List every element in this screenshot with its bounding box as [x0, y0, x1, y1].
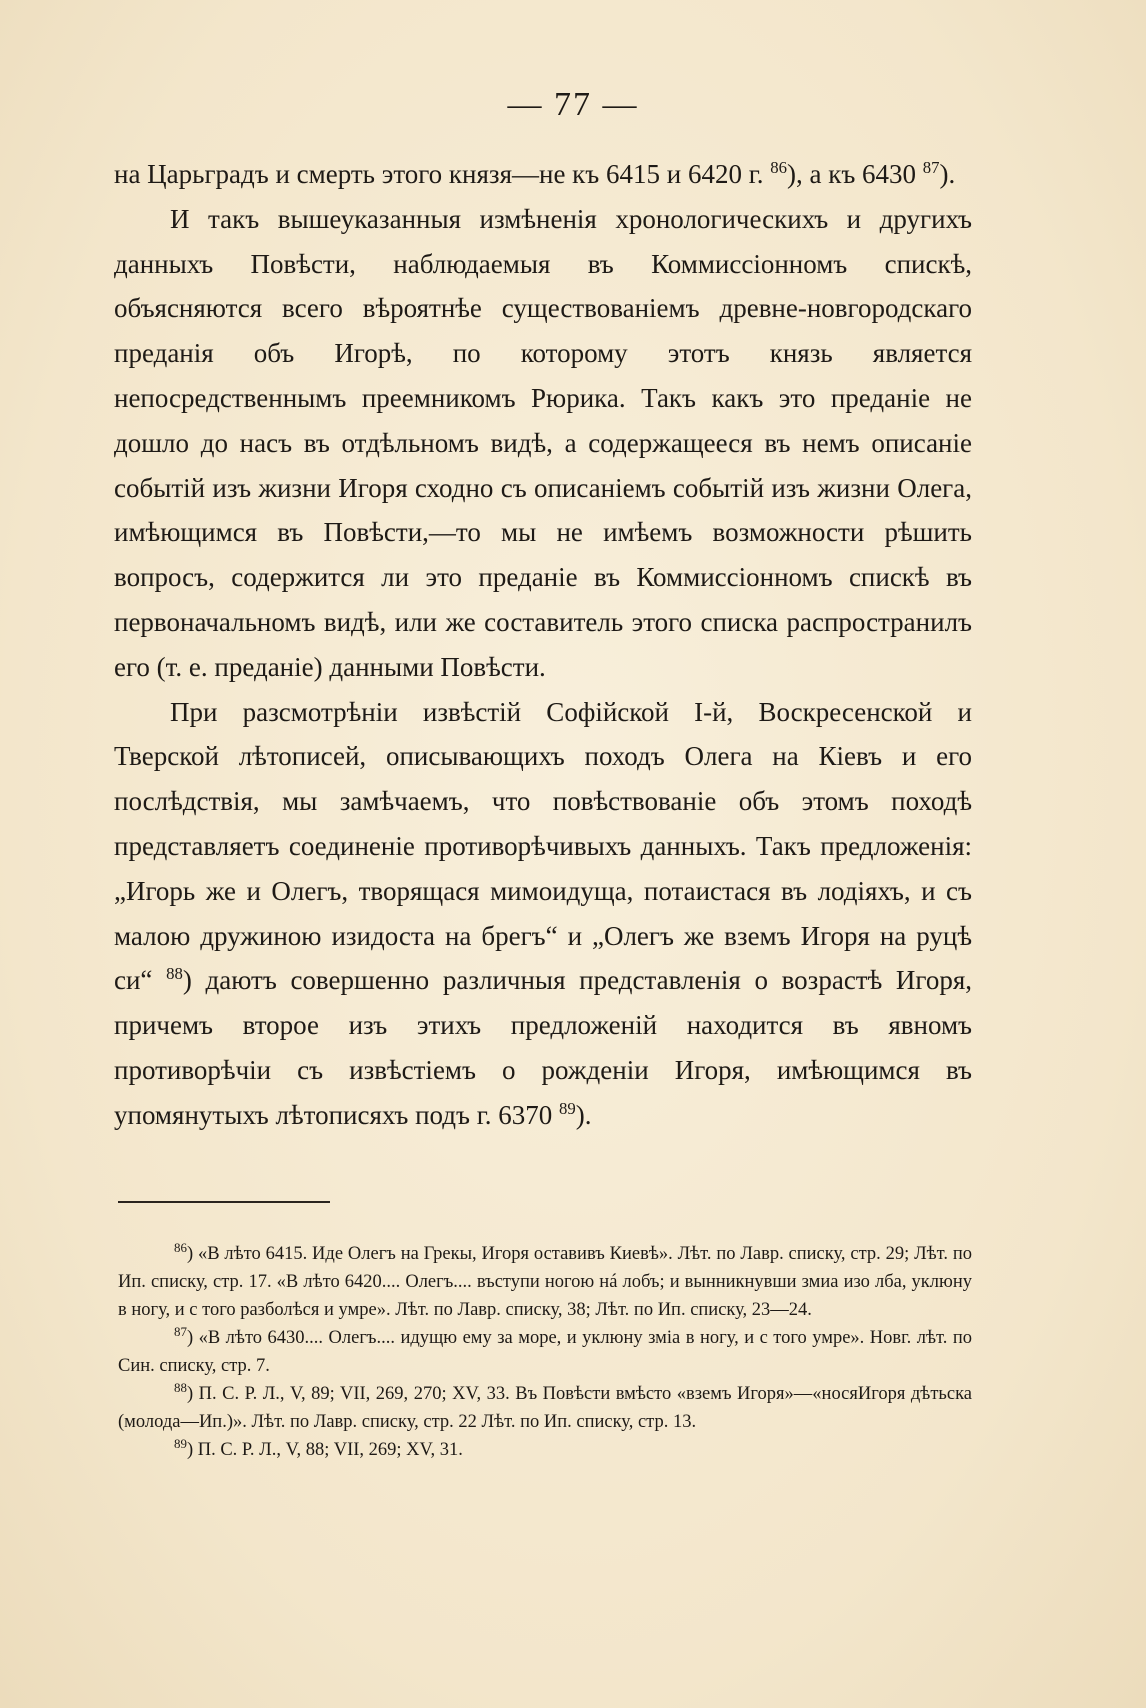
footnote-ref-87: 87 — [922, 158, 940, 177]
footnote-88 — [118, 1380, 972, 1436]
footnote-text: ) П. С. Р. Л., V, 88; VII, 269; XV, 31. — [186, 1440, 463, 1460]
paragraph-3 — [114, 690, 972, 1138]
footnote-divider — [118, 1201, 330, 1203]
footnote-87 — [118, 1324, 972, 1380]
paragraph-1 — [114, 152, 972, 197]
paragraph-1-text-c: ). — [939, 159, 956, 189]
footnote-mark: 89 — [174, 1435, 187, 1451]
footnote-ref-89: 89 — [558, 1098, 576, 1118]
footnote-89 — [118, 1436, 972, 1464]
footnote-ref-86: 86 — [770, 158, 787, 177]
footnote-86 — [118, 1240, 972, 1324]
paragraph-2: И такъ вышеуказанныя измѣненія хронологическихъ и другихъ данныхъ Повѣсти, наблюдаемыя въ Коммиссіонномъ спискѣ, объясняются всего вѣроятнѣе существованіемъ древне-новгородскаго преданія объ Игорѣ, по которому этотъ князь является непосредственнымъ преемникомъ Рюрика. Такъ какъ это преданіе не дошло до насъ въ отдѣльномъ видѣ, а содержащееся въ немъ описаніе событій изъ жизни Игоря сходно съ описаніемъ событій изъ жизни Олега, имѣющимся въ Повѣсти,—то мы не имѣемъ возможности рѣшить вопросъ, содержится ли это преданіе въ Коммиссіонномъ спискѣ въ первоначальномъ видѣ, или же составитель этого списка распространилъ его (т. е. преданіе) данными Повѣсти. — [114, 203, 972, 682]
footnote-ref-88: 88 — [166, 964, 183, 984]
footnote-text: ) «В лѣто 6415. Иде Олегъ на Грекы, Игоря оставивъ Киевѣ». Лѣт. по Лавр. списку, стр. 29; Лѣт. по Ип. списку, стр. 17. «В лѣто 6420.... Олегъ.... въступи ногою нá лобъ; и вынникнувши змиа изо лба, уклюну в ногу, и с того разболѣся и умре». Лѣт. по Лавр. списку, 38; Лѣт. по Ип. списку, 23—24. — [118, 1244, 972, 1320]
paragraph-3-text-a: При разсмотрѣніи извѣстій Софійской І-й, Воскресенской и Тверской лѣтописей, описывающихъ походъ Олега на Кіевъ и его послѣдствія, мы замѣчаемъ, что повѣствованіе объ этомъ походѣ представляетъ соединеніе противорѣчивыхъ данныхъ. Такъ предложенія: „Игорь же и Олегъ, творящася мимоидуща, потаистася въ лодіяхъ, и съ малою дружиною изидоста на брегъ“ и „Олегъ же вземъ Игоря на руцѣ си“ — [114, 696, 972, 996]
footnote-mark: 86 — [174, 1239, 187, 1255]
page-number: — 77 — — [507, 86, 639, 123]
paragraph-3-text-b: ) даютъ совершенно различныя представленія о возрастѣ Игоря, причемъ второе изъ этихъ предложеній находится въ явномъ противорѣчіи съ извѣстіемъ о рожденіи Игоря, имѣющимся въ упомянутыхъ лѣтописяхъ подъ г. 6370 — [114, 965, 972, 1130]
footnote-text: ) П. С. Р. Л., V, 89; VII, 269, 270; XV, 33. Въ Повѣсти вмѣсто «вземъ Игоря»—«носяИгоря дѣтьска (молода—Ип.)». Лѣт. по Лавр. списку, стр. 22 Лѣт. по Ип. списку, стр. 13. — [118, 1384, 972, 1432]
footnote-mark: 88 — [174, 1379, 187, 1395]
paragraph-1-text-a: на Царьградъ и смерть этого князя—не къ 6415 и 6420 г. — [114, 159, 771, 189]
footnote-mark: 87 — [174, 1323, 187, 1339]
paragraph-1-text-b: ), а къ 6430 — [786, 159, 923, 189]
main-text — [114, 152, 972, 1138]
footnote-text: ) «В лѣто 6430.... Олегъ.... идущю ему за море, и уклюну змiа в ногу, и с того умре». Новг. лѣт. по Син. списку, стр. 7. — [118, 1328, 972, 1376]
footnotes — [118, 1240, 972, 1464]
paragraph-3-text-c: ). — [575, 1099, 592, 1130]
